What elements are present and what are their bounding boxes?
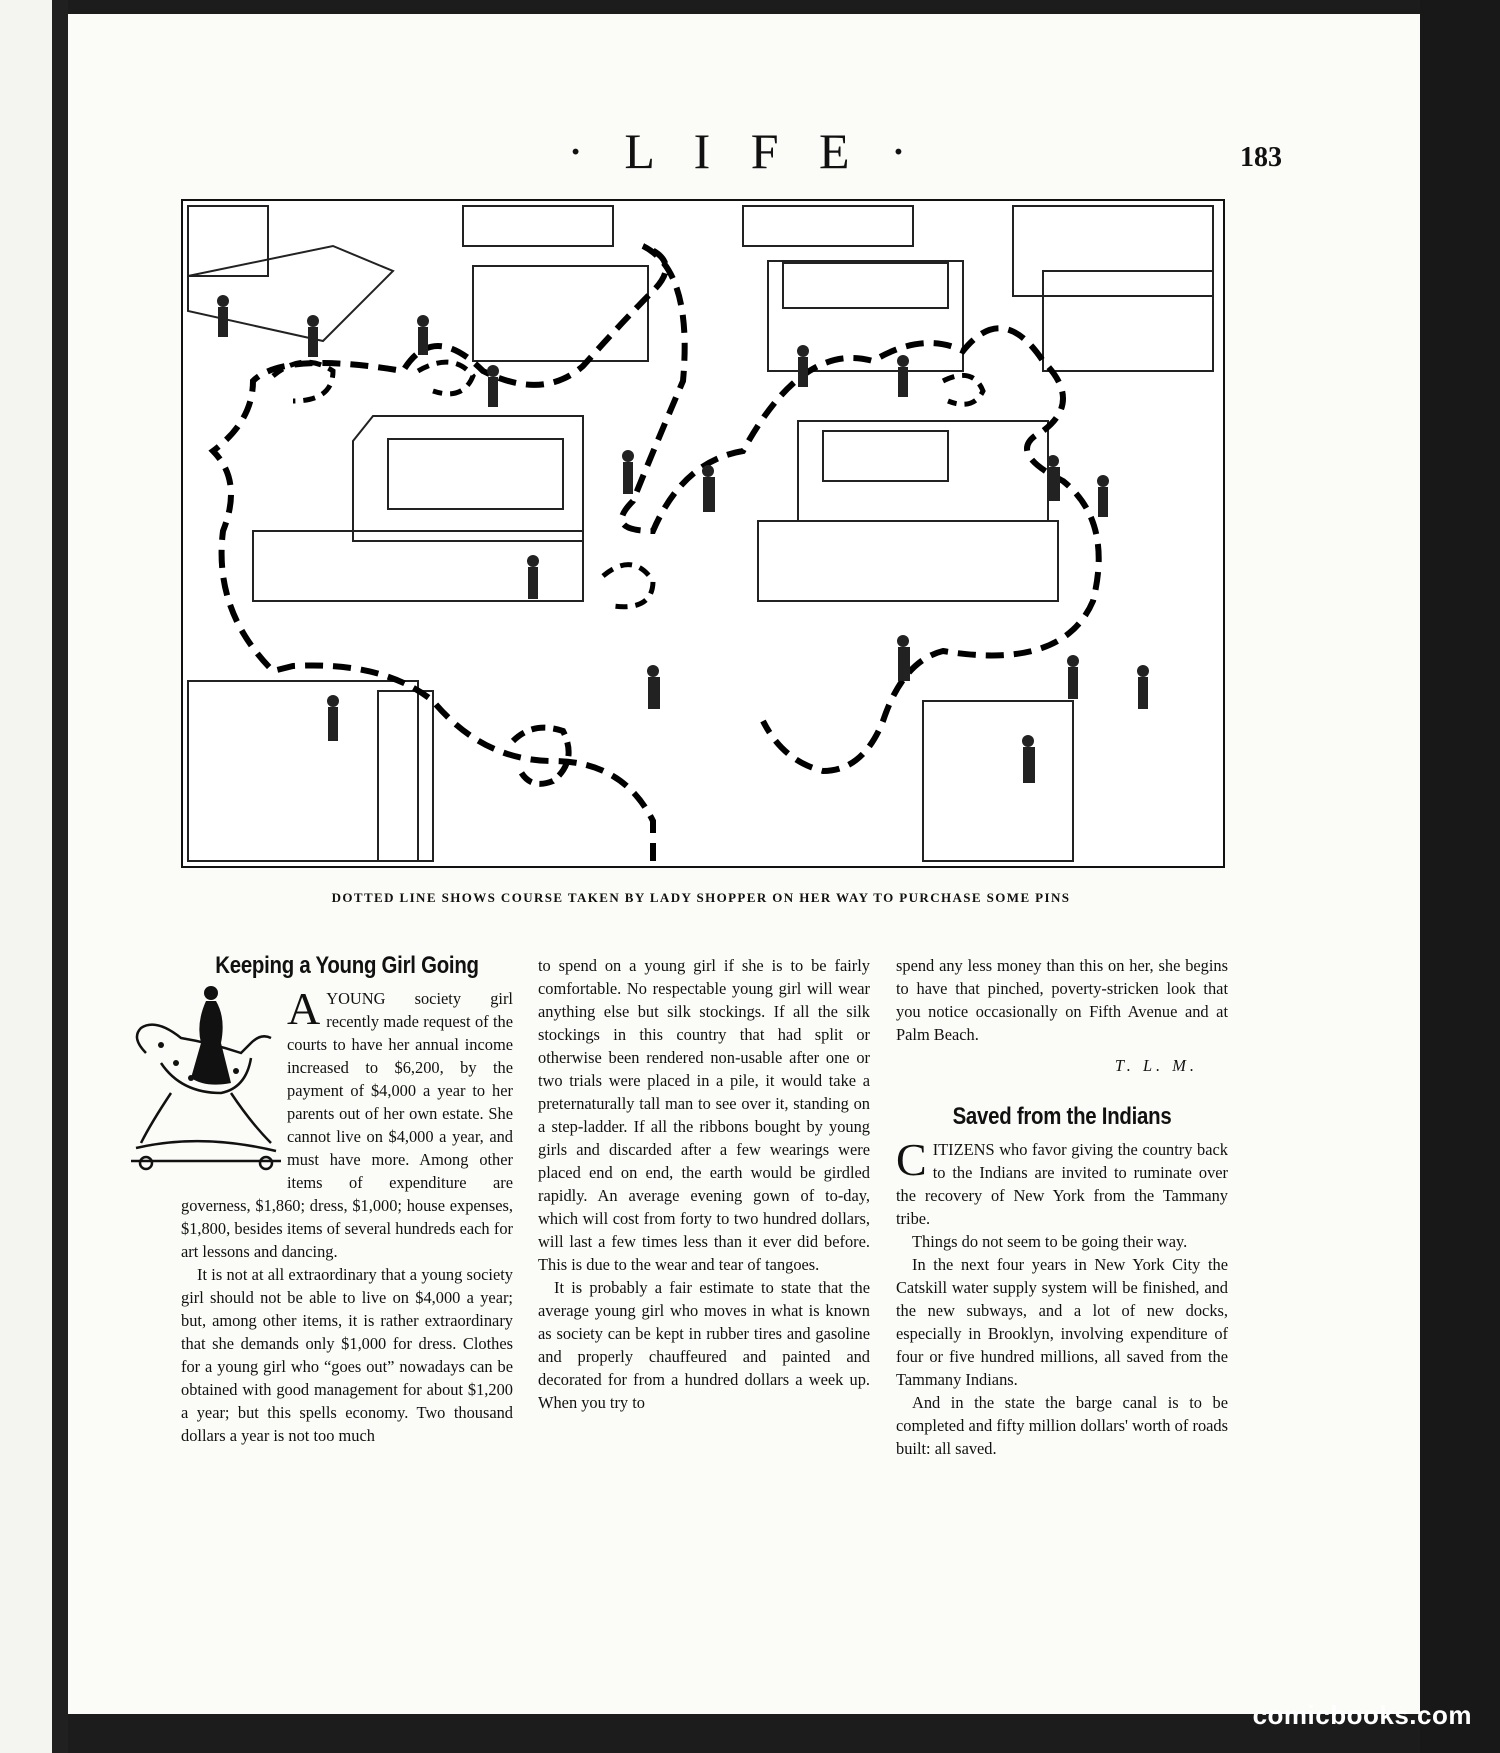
- column-1: [181, 954, 513, 1447]
- scan-border-right: [1420, 0, 1500, 1753]
- article2-lead: [896, 1134, 1228, 1230]
- watermark: comicbooks.com: [1252, 1700, 1472, 1730]
- department-store-illustration: [181, 199, 1225, 868]
- previous-page-edge: [0, 0, 52, 1753]
- hobby-horse-rider-drawing: [121, 983, 281, 1173]
- article1-lead-text: YOUNG society girl recently made request of the courts to have her annual income increased to $6,200, by the payment of $4,000 a year to her parents out of her own estate. She cannot live on $4,000 a year, and must have more. Among other items of expenditure are governess, $1,860; dress, $1,000; house expenses, $1,800, besides items of several hundreds each for art lessons and dancing.: [181, 989, 513, 1261]
- article1-para2: It is not at all extraordinary that a young society girl should not be able to live on $4,000 a year; but, among other items, it is rather extraordinary that she demands only $1,000 for dress. Clothes for a young girl who “goes out” nowadays can be obtained with good management for about $1,200 a year; but this spells economy. Two thousand dollars a year is not too much: [181, 1265, 513, 1445]
- article1-para3-continued: spend any less money than this on her, she begins to have that pinched, poverty-stricken look that you notice occasionally on Fifth Avenue and at Palm Beach.: [896, 956, 1228, 1044]
- article2-para2: Things do not seem to be going their way.: [912, 1232, 1188, 1251]
- article2-lead-text: ITIZENS who favor giving the country back to the Indians are invited to ruminate over the recovery of New York from the Tammany tribe.: [896, 1140, 1228, 1228]
- article2-dropcap: C: [896, 1134, 927, 1185]
- page-number: 183: [1240, 142, 1282, 173]
- article2-para4: And in the state the barge canal is to be completed and fifty million dollars' worth of roads built: all saved.: [896, 1393, 1228, 1458]
- article1-title: Keeping a Young Girl Going: [215, 952, 479, 979]
- article1-signature: T. L. M.: [1114, 1056, 1198, 1075]
- store-floor-drawing: [183, 201, 1223, 866]
- article1-dropcap: A: [287, 983, 321, 1034]
- binding-gutter: [52, 0, 68, 1753]
- article1-para3: It is probably a fair estimate to state that the average young girl who moves in what is known as society can be kept in rubber tires and gasoline and properly chauffeured and painted and decorated for from a hundred dollars a week up. When you try to: [538, 1278, 870, 1412]
- article2-para3: In the next four years in New York City the Catskill water supply system will be finished, and the new subways, and a lot of new docks, especially in Brooklyn, involving expenditure of four or five hundred millions, all saved from the Tammany Indians.: [896, 1255, 1228, 1389]
- article2-title: Saved from the Indians: [952, 1103, 1172, 1130]
- magazine-page: [68, 14, 1420, 1714]
- illustration-caption: DOTTED LINE SHOWS COURSE TAKEN BY LADY SHOPPER ON HER WAY TO PURCHASE SOME PINS: [331, 890, 1071, 905]
- column-2: [538, 954, 870, 1414]
- article1-para2-continued: to spend on a young girl if she is to be fairly comfortable. No respectable young girl will wear anything else but silk stockings. If all the silk stockings in this country that had split or otherwise been rendered non-usable after one or two trials were placed in a pile, it would take a preternaturally tall man to see over it, standing on a step-ladder. If all the ribbons bought by young girls and discarded after a few wearings were placed end on end, the earth would be girdled rapidly. An average evening gown of to-day, which will cost from forty to two hundred dollars, will last a few times less than it ever did before. This is due to the wear and tear of tangoes.: [538, 956, 870, 1274]
- column-3: [896, 954, 1228, 1460]
- masthead: · L I F E ·: [567, 123, 921, 179]
